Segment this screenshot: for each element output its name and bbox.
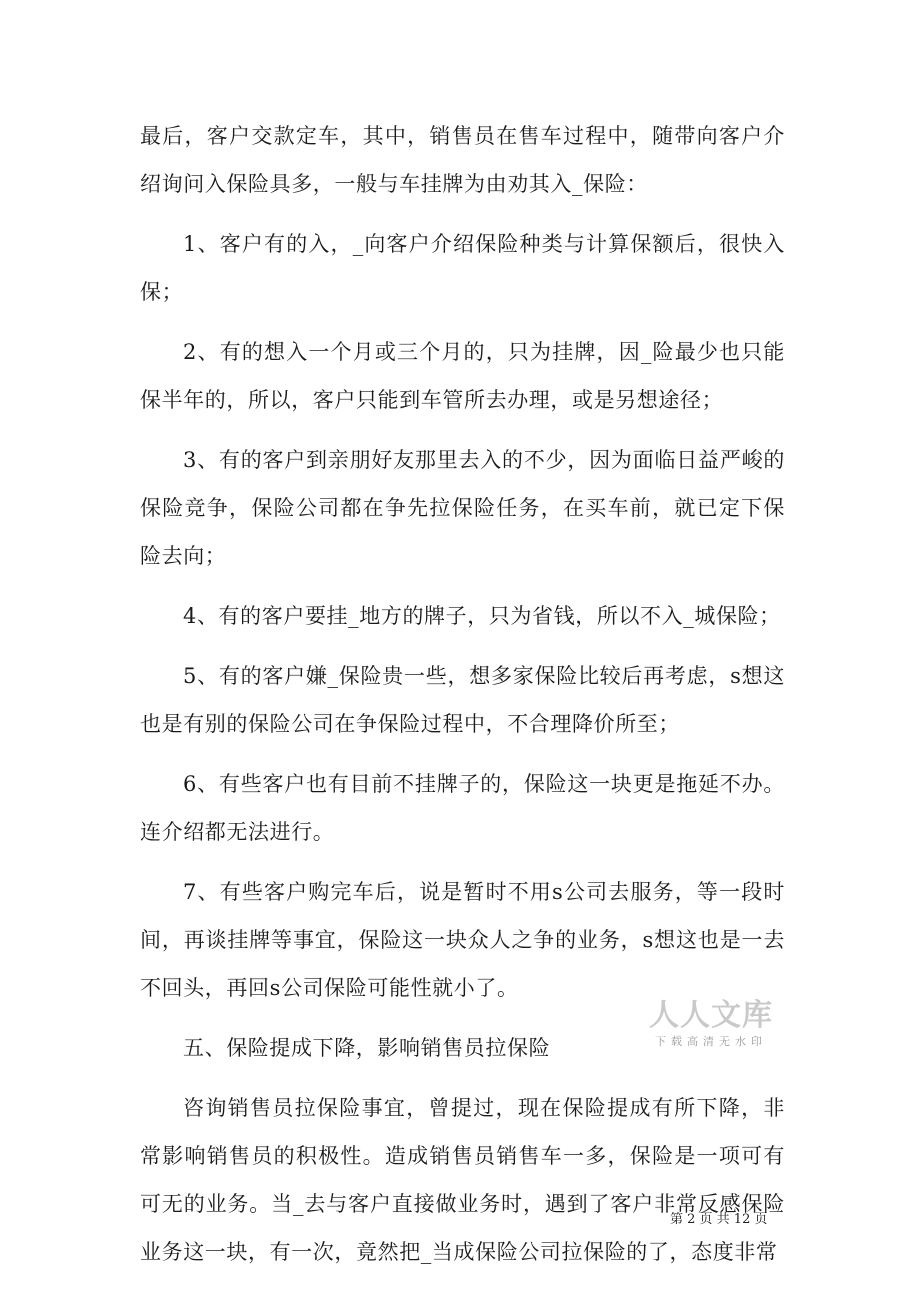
paragraph-5: 4、有的客户要挂_地方的牌子，只为省钱，所以不入_城保险； — [183, 604, 781, 628]
watermark-subtitle: 下载高清无水印 — [655, 1035, 767, 1048]
paragraph-7: 6、有些客户也有目前不挂牌子的，保险这一块更是拖延不办。连介绍都无法进行。 — [140, 772, 785, 844]
watermark-title: 人人文库 — [649, 998, 773, 1033]
paragraph-4: 3、有的客户到亲朋好友那里去入的不少，因为面临日益严峻的保险竞争，保险公司都在争先拉保险任务，在买车前，就已定下保险去向； — [140, 448, 785, 568]
paragraph-8: 7、有些客户购完车后，说是暂时不用s公司去服务，等一段时间，再谈挂牌等事宜，保险这一块众人之争的业务，s想这也是一去不回头，再回s公司保险可能性就小了。 — [140, 880, 785, 1000]
paragraph-2: 1、客户有的入，_向客户介绍保险种类与计算保额后，很快入保； — [140, 232, 785, 304]
section-heading: 五、保险提成下降，影响销售员拉保险 — [183, 1036, 551, 1060]
paragraph-1: 最后，客户交款定车，其中，销售员在售车过程中，随带向客户介绍询问入保险具多，一般与车挂牌为由劝其入_保险： — [140, 124, 785, 196]
paragraph-6: 5、有的客户嫌_保险贵一些，想多家保险比较后再考虑，s想这也是有别的保险公司在争保险过程中，不合理降价所至； — [140, 664, 785, 736]
document-body — [140, 112, 785, 1288]
paragraph-9: 咨询销售员拉保险事宜，曾提过，现在保险提成有所下降，非常影响销售员的积极性。造成销售员销售车一多，保险是一项可有可无的业务。当_去与客户直接做业务时，遇到了客户非常反感保险业务这一块，有一次，竟然把_当成保险公司拉保险的了，态度非常 — [140, 1096, 785, 1264]
page-number: 第 2 页 共 12 页 — [670, 1212, 768, 1227]
paragraph-3: 2、有的想入一个月或三个月的，只为挂牌，因_险最少也只能保半年的，所以，客户只能到车管所去办理，或是另想途径； — [140, 340, 785, 412]
